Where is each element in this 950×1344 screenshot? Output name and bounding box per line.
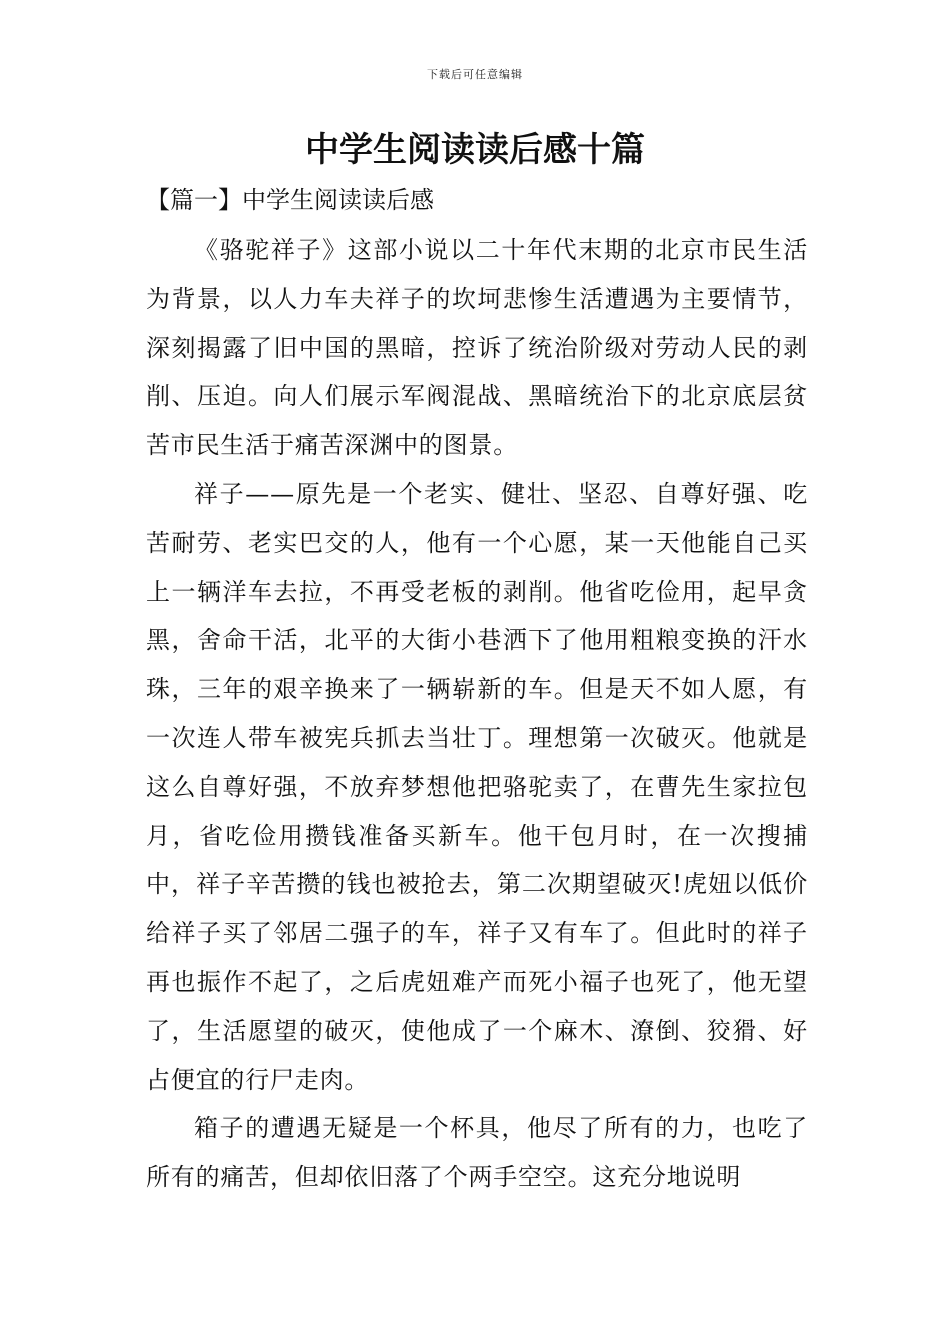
section-heading: 【篇一】中学生阅读读后感 bbox=[146, 186, 434, 214]
paragraph-1: 《骆驼祥子》这部小说以二十年代末期的北京市民生活为背景，以人力车夫祥子的坎坷悲惨生活遭遇为主要情节，深刻揭露了旧中国的黑暗，控诉了统治阶级对劳动人民的剥削、压迫。向人们展示军阀混战、黑暗统治下的北京底层贫苦市民生活于痛苦深渊中的图景。 bbox=[146, 236, 808, 460]
article-body bbox=[146, 226, 808, 1202]
paragraph-2: 祥子——原先是一个老实、健壮、坚忍、自尊好强、吃苦耐劳、老实巴交的人，他有一个心愿，某一天他能自己买上一辆洋车去拉，不再受老板的剥削。他省吃俭用，起早贪黑，舍命干活，北平的大街小巷洒下了他用粗粮变换的汗水珠，三年的艰辛换来了一辆崭新的车。但是天不如人愿，有一次连人带车被宪兵抓去当壮丁。理想第一次破灭。他就是这么自尊好强，不放弃梦想他把骆驼卖了，在曹先生家拉包月，省吃俭用攒钱准备买新车。他干包月时，在一次搜捕中，祥子辛苦攒的钱也被抢去，第二次期望破灭!虎妞以低价给祥子买了邻居二强子的车，祥子又有车了。但此时的祥子再也振作不起了，之后虎妞难产而死小福子也死了，他无望了，生活愿望的破灭，使他成了一个麻木、潦倒、狡猾、好占便宜的行尸走肉。 bbox=[146, 479, 808, 1094]
header-note: 下载后可任意编辑 bbox=[427, 68, 523, 81]
document-title: 中学生阅读读后感十篇 bbox=[305, 130, 645, 170]
paragraph-3: 箱子的遭遇无疑是一个杯具，他尽了所有的力，也吃了所有的痛苦，但却依旧落了个两手空空。这充分地说明 bbox=[146, 1114, 808, 1192]
